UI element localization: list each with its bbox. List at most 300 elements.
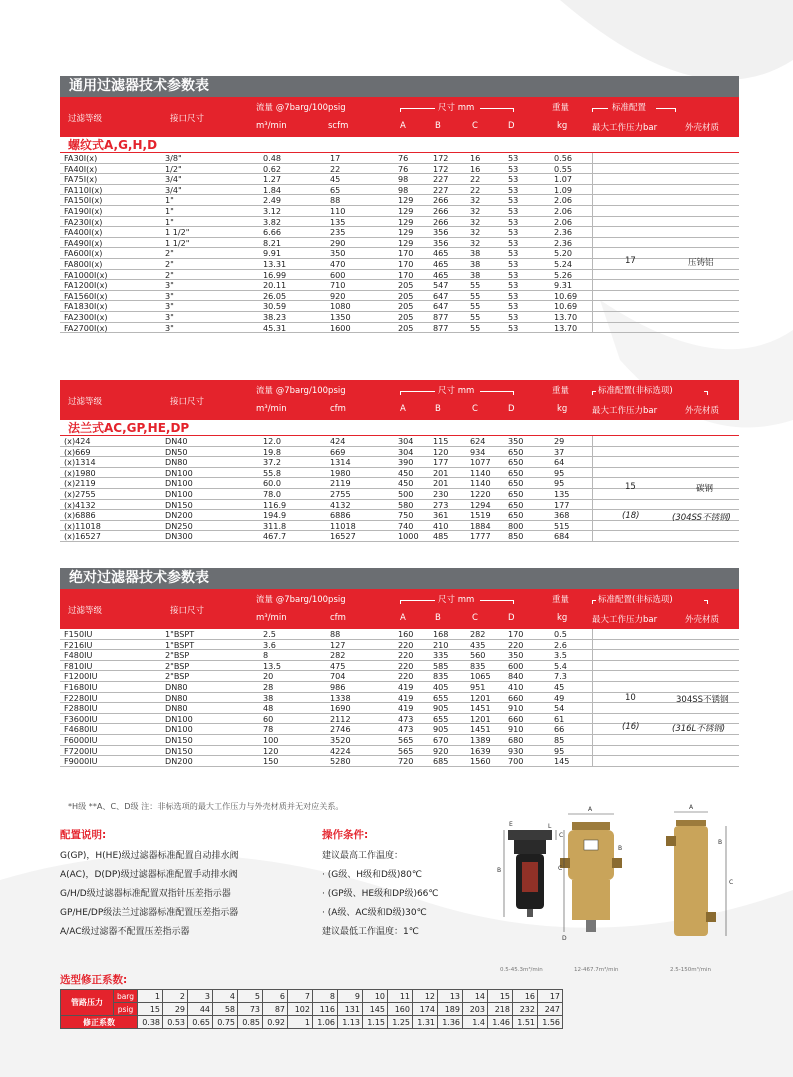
flanged-optional-material: (304SS不锈钢) <box>672 513 731 523</box>
table-cell: 282 <box>330 650 346 661</box>
table-cell: 910 <box>508 724 524 735</box>
factor-cell: 0.38 <box>138 1016 163 1029</box>
table-cell: 740 <box>398 520 414 531</box>
table-cell: 2119 <box>330 478 351 489</box>
table-cell: FA1560I(x) <box>64 290 108 301</box>
table-cell: 905 <box>433 703 449 714</box>
factor-cell: 1.13 <box>338 1016 363 1029</box>
table-cell: 670 <box>433 734 449 745</box>
table-cell: 3" <box>165 290 174 301</box>
table-cell: 55 <box>470 311 481 322</box>
table-cell: (x)1314 <box>64 457 96 468</box>
table-cell: 1338 <box>330 692 351 703</box>
header-size: 尺寸 mm <box>438 386 475 396</box>
table-cell: 95 <box>554 478 565 489</box>
header-weight: 重量 <box>552 103 570 113</box>
table-cell: 704 <box>330 671 346 682</box>
table-row <box>60 756 739 767</box>
factor-cell: 0.85 <box>238 1016 263 1029</box>
table-row <box>60 153 739 164</box>
std-bracket-right <box>704 391 708 395</box>
table-cell: 2.5 <box>263 629 276 639</box>
table-cell: DN150 <box>165 745 193 756</box>
psig-cell: 145 <box>363 1003 388 1016</box>
condition-line: · (GP级、HE级和DP级)66℃ <box>322 889 439 899</box>
header-standard-optional: 标准配置(非标选项) <box>598 595 673 605</box>
table-cell: FA2700I(x) <box>64 322 108 333</box>
absolute-table-title: 绝对过滤器技术参数表 <box>60 568 739 589</box>
table-cell: 930 <box>508 745 524 756</box>
factor-cell: 1 <box>288 1016 313 1029</box>
header-m3min: m³/min <box>256 121 287 131</box>
header-m3min: m³/min <box>256 613 287 623</box>
table-cell: 9.31 <box>554 280 573 291</box>
table-cell: F2280IU <box>64 692 98 703</box>
table-cell: 920 <box>433 745 449 756</box>
table-row <box>60 650 739 661</box>
header-connection: 接口尺寸 <box>170 397 205 407</box>
table-cell: 1690 <box>330 703 351 714</box>
table-cell: 53 <box>508 237 519 248</box>
header-material: 外壳材质 <box>685 123 720 133</box>
table-cell: 1389 <box>470 734 491 745</box>
table-cell: 560 <box>470 650 486 661</box>
psig-cell: 29 <box>163 1003 188 1016</box>
table-cell: 660 <box>508 692 524 703</box>
absolute-optional-pressure: (16) <box>622 722 640 732</box>
table-cell: 12.0 <box>263 436 282 446</box>
psig-cell: 87 <box>263 1003 288 1016</box>
table-cell: F7200IU <box>64 745 98 756</box>
table-cell: (x)424 <box>64 436 91 446</box>
table-cell: 4132 <box>330 499 351 510</box>
table-cell: (x)2755 <box>64 488 96 499</box>
table-cell: 473 <box>398 713 414 724</box>
pressure-label: 管路压力 <box>61 990 114 1016</box>
absolute-table-header <box>60 589 739 629</box>
header-d: D <box>508 404 515 414</box>
condition-line: · (A级、AC级和D级)30℃ <box>322 908 427 918</box>
table-cell: (x)6886 <box>64 510 96 521</box>
table-cell: FA800I(x) <box>64 258 103 269</box>
table-cell: 680 <box>508 734 524 745</box>
table-cell: 8.21 <box>263 237 282 248</box>
table-cell: 220 <box>398 671 414 682</box>
config-line: A(AC)，D(DP)级过滤器标准配置手动排水阀 <box>60 870 238 880</box>
table-cell: 410 <box>433 520 449 531</box>
dim-c-label: C <box>559 832 564 839</box>
table-cell: 115 <box>433 436 449 446</box>
table-cell: 1884 <box>470 520 491 531</box>
column-divider <box>592 629 593 767</box>
conditions-heading: 操作条件: <box>322 829 369 841</box>
table-cell: 1"BSPT <box>165 639 195 650</box>
table-cell: 172 <box>433 163 449 174</box>
table-cell: 135 <box>330 216 346 227</box>
general-filter-section <box>60 76 739 333</box>
table-cell: 32 <box>470 227 481 238</box>
table-cell: 356 <box>433 237 449 248</box>
table-row <box>60 629 739 640</box>
table-cell: FA30I(x) <box>64 153 98 163</box>
table-cell: 2"BSP <box>165 660 190 671</box>
dim-b-label: B <box>618 845 623 852</box>
header-size: 尺寸 mm <box>438 595 475 605</box>
table-row <box>60 248 739 259</box>
table-cell: 266 <box>433 195 449 206</box>
table-cell: 8 <box>263 650 269 661</box>
condition-line: · (G级、H级和D级)80℃ <box>322 870 422 880</box>
header-connection: 接口尺寸 <box>170 606 205 616</box>
header-c: C <box>472 613 478 623</box>
table-cell: 565 <box>398 745 414 756</box>
table-cell: 2.06 <box>554 216 573 227</box>
header-pressure: 最大工作压力bar <box>592 406 658 416</box>
table-cell: F9000IU <box>64 756 98 767</box>
table-cell: 53 <box>508 195 519 206</box>
table-cell: 30.59 <box>263 301 287 312</box>
table-cell: 304 <box>398 446 414 457</box>
table-row <box>60 238 739 249</box>
table-cell: 1201 <box>470 692 491 703</box>
table-cell: 3/4" <box>165 174 182 185</box>
factor-cell: 1.36 <box>438 1016 463 1029</box>
header-weight: 重量 <box>552 595 570 605</box>
flanged-table-header <box>60 380 739 420</box>
table-row <box>60 447 739 458</box>
table-cell: DN200 <box>165 510 193 521</box>
table-cell: 4224 <box>330 745 351 756</box>
factor-cell: 1.31 <box>413 1016 438 1029</box>
table-cell: 38 <box>263 692 274 703</box>
table-cell: 3" <box>165 280 174 291</box>
table-cell: F6000IU <box>64 734 98 745</box>
table-cell: 475 <box>330 660 346 671</box>
table-cell: 16.99 <box>263 269 287 280</box>
psig-cell: 131 <box>338 1003 363 1016</box>
table-cell: 419 <box>398 692 414 703</box>
diagram-caption: 2.5-150m³/min <box>670 967 712 973</box>
table-cell: 220 <box>398 650 414 661</box>
table-cell: 565 <box>398 734 414 745</box>
header-c: C <box>472 404 478 414</box>
table-cell: 6.66 <box>263 227 282 238</box>
table-cell: FA1830I(x) <box>64 301 108 312</box>
barg-cell: 17 <box>538 990 563 1003</box>
table-cell: 201 <box>433 478 449 489</box>
flanged-heading: 法兰式AC,GP,HE,DP <box>60 420 739 436</box>
psig-cell: 218 <box>488 1003 513 1016</box>
table-cell: FA75I(x) <box>64 174 98 185</box>
table-cell: 55 <box>470 280 481 291</box>
table-cell: (x)2119 <box>64 478 96 489</box>
table-cell: 129 <box>398 216 414 227</box>
table-cell: 877 <box>433 311 449 322</box>
table-cell: DN100 <box>165 713 193 724</box>
header-pressure: 最大工作压力bar <box>592 615 658 625</box>
table-cell: 290 <box>330 237 346 248</box>
table-row <box>60 280 739 291</box>
dim-e-label: E <box>509 821 513 828</box>
header-kg: kg <box>557 613 568 623</box>
table-cell: 3" <box>165 311 174 322</box>
table-cell: 129 <box>398 205 414 216</box>
table-cell: 64 <box>554 457 565 468</box>
table-cell: 53 <box>508 280 519 291</box>
table-cell: 13.31 <box>263 258 287 269</box>
table-cell: 0.48 <box>263 153 282 163</box>
table-cell: FA490I(x) <box>64 237 103 248</box>
table-cell: 38 <box>470 258 481 269</box>
table-cell: DN40 <box>165 436 188 446</box>
table-cell: 53 <box>508 184 519 195</box>
psig-cell: 232 <box>513 1003 538 1016</box>
header-kg: kg <box>557 121 568 131</box>
table-cell: FA600I(x) <box>64 248 103 259</box>
table-cell: 3/4" <box>165 184 182 195</box>
table-cell: 800 <box>508 520 524 531</box>
barg-cell: 1 <box>138 990 163 1003</box>
table-cell: 61 <box>554 713 565 724</box>
table-cell: 88 <box>330 629 341 639</box>
table-cell: 1140 <box>470 478 491 489</box>
table-cell: 160 <box>398 629 414 639</box>
table-cell: 0.56 <box>554 153 573 163</box>
header-kg: kg <box>557 404 568 414</box>
table-row <box>60 164 739 175</box>
std-bracket-right <box>704 600 708 604</box>
header-material: 外壳材质 <box>685 406 720 416</box>
std-bracket-left <box>592 108 608 112</box>
dim-l-label: L <box>548 823 552 830</box>
threaded-material: 压铸铝 <box>688 258 714 268</box>
table-cell: 685 <box>433 756 449 767</box>
table-cell: 350 <box>330 248 346 259</box>
table-cell: 1201 <box>470 713 491 724</box>
dim-c-label: C <box>558 865 563 872</box>
operating-conditions <box>322 826 439 942</box>
table-cell: 98 <box>398 174 409 185</box>
header-d: D <box>508 121 515 131</box>
header-cfm: cfm <box>330 404 346 414</box>
factor-cell: 1.4 <box>463 1016 488 1029</box>
table-cell: 450 <box>398 478 414 489</box>
table-row <box>60 436 739 447</box>
table-cell: 655 <box>433 692 449 703</box>
table-cell: 7.3 <box>554 671 567 682</box>
table-cell: DN250 <box>165 520 193 531</box>
table-cell: 2.36 <box>554 227 573 238</box>
config-line: G/H/D级过滤器标准配置双指针压差指示器 <box>60 889 231 899</box>
table-cell: 116.9 <box>263 499 287 510</box>
table-cell: 580 <box>398 499 414 510</box>
table-cell: 78.0 <box>263 488 282 499</box>
header-size: 尺寸 mm <box>438 103 475 113</box>
table-cell: 48 <box>263 703 274 714</box>
barg-cell: 10 <box>363 990 388 1003</box>
flanged-material: 碳钢 <box>696 484 714 494</box>
table-cell: 37 <box>554 446 565 457</box>
header-c: C <box>472 121 478 131</box>
barg-unit: barg <box>114 990 138 1003</box>
barg-cell: 4 <box>213 990 238 1003</box>
table-cell: 1000 <box>398 531 419 542</box>
table-cell: 129 <box>398 195 414 206</box>
diagram-caption: 0.5-45.3m³/min <box>500 967 543 973</box>
table-cell: 53 <box>508 311 519 322</box>
std-bracket-right <box>656 108 676 112</box>
table-cell: 1980 <box>330 467 351 478</box>
table-cell: 2.49 <box>263 195 282 206</box>
table-row <box>60 693 739 704</box>
table-cell: 473 <box>398 724 414 735</box>
table-cell: 335 <box>433 650 449 661</box>
table-cell: 9.91 <box>263 248 282 259</box>
diagram-caption: 12-467.7m³/min <box>574 967 619 973</box>
table-cell: 6886 <box>330 510 351 521</box>
table-row <box>60 270 739 281</box>
table-cell: 129 <box>398 227 414 238</box>
factor-cell: 0.75 <box>213 1016 238 1029</box>
header-m3min: m³/min <box>256 404 287 414</box>
table-cell: F1200IU <box>64 671 98 682</box>
table-cell: 55 <box>470 290 481 301</box>
psig-cell: 44 <box>188 1003 213 1016</box>
table-cell: 235 <box>330 227 346 238</box>
config-line: A/AC级过滤器不配置压差指示器 <box>60 927 190 937</box>
factor-cell: 1.46 <box>488 1016 513 1029</box>
table-cell: 1294 <box>470 499 491 510</box>
table-cell: 32 <box>470 216 481 227</box>
header-connection: 接口尺寸 <box>170 114 205 124</box>
table-cell: 650 <box>508 467 524 478</box>
table-cell: FA1200I(x) <box>64 280 108 291</box>
table-cell: 205 <box>398 290 414 301</box>
table-row <box>60 746 739 757</box>
table-cell: 60 <box>263 713 274 724</box>
table-cell: 10.69 <box>554 290 578 301</box>
table-cell: 1451 <box>470 703 491 714</box>
psig-cell: 203 <box>463 1003 488 1016</box>
table-cell: 2"BSP <box>165 671 190 682</box>
table-cell: 650 <box>508 488 524 499</box>
table-cell: 170 <box>398 248 414 259</box>
table-row <box>60 323 739 334</box>
table-cell: 700 <box>508 756 524 767</box>
table-row <box>60 185 739 196</box>
table-cell: 45 <box>554 681 565 692</box>
barg-cell: 12 <box>413 990 438 1003</box>
table-cell: DN80 <box>165 703 188 714</box>
table-cell: 1 1/2" <box>165 227 190 238</box>
table-cell: 368 <box>554 510 570 521</box>
table-cell: 22 <box>470 184 481 195</box>
absolute-rows <box>60 629 739 767</box>
table-row <box>60 661 739 672</box>
table-cell: F216IU <box>64 639 93 650</box>
header-pressure: 最大工作压力bar <box>592 123 658 133</box>
table-cell: 220 <box>398 639 414 650</box>
barg-cell: 2 <box>163 990 188 1003</box>
dim-d-label: D <box>562 935 567 942</box>
filter-dimension-diagrams <box>490 800 740 970</box>
table-row <box>60 640 739 651</box>
absolute-filter-section <box>60 568 739 767</box>
table-cell: 22 <box>330 163 341 174</box>
table-cell: 32 <box>470 195 481 206</box>
table-cell: 1/2" <box>165 163 182 174</box>
table-cell: 53 <box>508 301 519 312</box>
header-grade: 过滤等级 <box>68 114 103 124</box>
size-bracket-right <box>480 600 514 604</box>
barg-cell: 11 <box>388 990 413 1003</box>
table-cell: 13.70 <box>554 311 578 322</box>
table-cell: 88 <box>330 195 341 206</box>
table-cell: 750 <box>398 510 414 521</box>
general-table-header <box>60 97 739 137</box>
table-cell: 2.06 <box>554 195 573 206</box>
table-cell: 1639 <box>470 745 491 756</box>
table-cell: FA230I(x) <box>64 216 103 227</box>
table-cell: 350 <box>508 436 524 446</box>
table-cell: 2" <box>165 269 174 280</box>
table-cell: 60.0 <box>263 478 282 489</box>
barg-cell: 5 <box>238 990 263 1003</box>
threaded-filter-illustration <box>497 821 563 917</box>
psig-cell: 160 <box>388 1003 413 1016</box>
table-cell: 127 <box>330 639 346 650</box>
table-cell: 53 <box>508 290 519 301</box>
table-cell: FA2300I(x) <box>64 311 108 322</box>
header-scfm: scfm <box>328 121 349 131</box>
table-cell: 205 <box>398 280 414 291</box>
table-cell: 1140 <box>470 467 491 478</box>
table-cell: 650 <box>508 499 524 510</box>
psig-cell: 247 <box>538 1003 563 1016</box>
barg-cell: 8 <box>313 990 338 1003</box>
table-cell: 37.2 <box>263 457 282 468</box>
correction-title: 选型修正系数: <box>60 974 128 986</box>
table-cell: 282 <box>470 629 486 639</box>
table-cell: 1.27 <box>263 174 282 185</box>
table-cell: 1" <box>165 216 174 227</box>
table-cell: 55 <box>470 322 481 333</box>
table-cell: 2"BSP <box>165 650 190 661</box>
factor-cell: 1.15 <box>363 1016 388 1029</box>
table-cell: 1 1/2" <box>165 237 190 248</box>
table-cell: DN100 <box>165 478 193 489</box>
table-cell: 1451 <box>470 724 491 735</box>
config-heading: 配置说明: <box>60 829 107 841</box>
psig-cell: 73 <box>238 1003 263 1016</box>
table-cell: DN50 <box>165 446 188 457</box>
table-cell: 356 <box>433 227 449 238</box>
dim-c-label: C <box>729 879 734 886</box>
table-cell: 120 <box>433 446 449 457</box>
table-cell: 28 <box>263 681 274 692</box>
table-cell: 2755 <box>330 488 351 499</box>
table-cell: 38 <box>470 248 481 259</box>
table-cell: 951 <box>470 681 486 692</box>
table-cell: 129 <box>398 237 414 248</box>
dim-a-label: A <box>689 804 694 811</box>
table-cell: 424 <box>330 436 346 446</box>
table-cell: 3.5 <box>554 650 567 661</box>
header-a: A <box>400 404 406 414</box>
table-cell: 53 <box>508 258 519 269</box>
table-cell: 266 <box>433 216 449 227</box>
table-cell: 2" <box>165 258 174 269</box>
